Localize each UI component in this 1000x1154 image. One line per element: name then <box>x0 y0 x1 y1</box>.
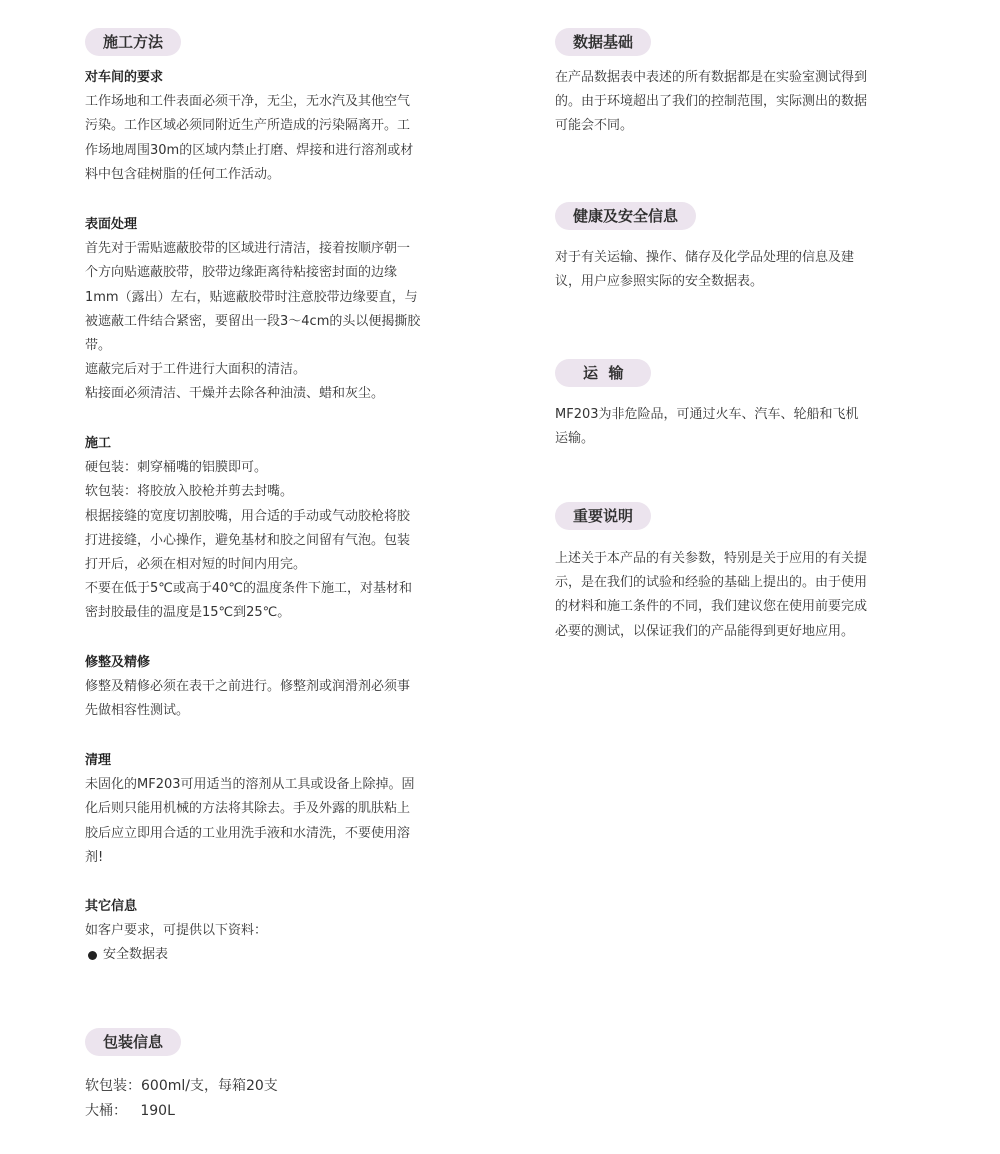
text-line: 议，用户应参照实际的安全数据表。 <box>555 274 764 290</box>
bullet-item <box>85 943 455 967</box>
text-line: 的材料和施工条件的不同，我们建议您在使用前要完成 <box>555 599 868 615</box>
text-line: 修整及精修必须在表干之前进行。修整剂或润滑剂必须事 <box>85 679 411 695</box>
important-notice-block <box>555 547 925 644</box>
text-line: 根据接缝的宽度切割胶嘴，用合适的手动或气动胶枪将胶 <box>85 508 411 524</box>
text-line: 未固化的MF203可用适当的溶剂从工具或设备上除掉。固 <box>85 777 415 793</box>
text-line: 软包装：将胶放入胶枪并剪去封嘴。 <box>85 484 294 500</box>
section-heading-construction-method: 施工方法 <box>85 28 181 56</box>
text-line: 遮蔽完后对于工件进行大面积的清洁。 <box>85 362 307 378</box>
application-title: 施工 <box>85 436 112 451</box>
other-info-block <box>85 895 455 968</box>
surface-treatment-title: 表面处理 <box>85 217 138 232</box>
cleaning-title: 清理 <box>85 753 112 768</box>
text-line: 上述关于本产品的有关参数，特别是关于应用的有关提 <box>555 551 868 566</box>
text-line: 料中包含硅树脂的任何工作活动。 <box>85 166 281 182</box>
text-line: 剂! <box>85 849 104 865</box>
text-line: 对于有关运输、操作、储存及化学品处理的信息及建 <box>555 250 855 265</box>
cleaning-block <box>85 749 455 870</box>
section-heading-health-safety: 健康及安全信息 <box>555 202 696 230</box>
text-line: 软包装：600ml/支，每箱20支 <box>85 1078 278 1094</box>
text-line: 示，是在我们的试验和经验的基础上提出的。由于使用 <box>555 575 868 591</box>
text-line: 被遮蔽工件结合紧密，要留出一段3～4cm的头以便揭撕胶 <box>85 313 421 329</box>
text-line: 不要在低于5℃或高于40℃的温度条件下施工，对基材和 <box>85 581 413 597</box>
text-line: 必要的测试，以保证我们的产品能得到更好地应用。 <box>555 623 855 639</box>
text-line: 工作场地和工件表面必须干净，无尘，无水汽及其他空气 <box>85 94 411 110</box>
section-heading-important-notice: 重要说明 <box>555 502 651 530</box>
packaging-block <box>85 1074 455 1124</box>
text-line: 如客户要求，可提供以下资料： <box>85 923 268 939</box>
health-safety-block <box>555 246 925 294</box>
text-line: 首先对于需贴遮蔽胶带的区域进行清洁，接着按顺序朝一 <box>85 241 411 257</box>
section-heading-transport: 运 输 <box>555 359 651 387</box>
text-line: 1mm（露出）左右，贴遮蔽胶带时注意胶带边缘要直，与 <box>85 289 418 305</box>
workshop-requirements-block <box>85 66 455 187</box>
text-line: MF203为非危险品，可通过火车、汽车、轮船和飞机 <box>555 407 859 422</box>
text-line: 粘接面必须清洁、干燥并去除各种油渍、蜡和灰尘。 <box>85 386 385 402</box>
text-line: 先做相容性测试。 <box>85 703 190 719</box>
text-line: 污染。工作区域必须同附近生产所造成的污染隔离开。工 <box>85 118 411 134</box>
text-line: 胶后应立即用合适的工业用洗手液和水清洗，不要使用溶 <box>85 825 411 841</box>
text-line: 可能会不同。 <box>555 118 634 134</box>
data-basis-block <box>555 66 925 139</box>
bullet-dot-icon <box>88 951 97 960</box>
section-heading-data-basis: 数据基础 <box>555 28 651 56</box>
bullet-item-label: 安全数据表 <box>103 947 169 963</box>
trimming-block <box>85 651 455 724</box>
text-line: 硬包装：刺穿桶嘴的铝膜即可。 <box>85 460 268 476</box>
other-info-title: 其它信息 <box>85 899 138 914</box>
text-line: 在产品数据表中表述的所有数据都是在实验室测试得到 <box>555 70 868 85</box>
transport-block <box>555 403 925 451</box>
section-heading-packaging: 包装信息 <box>85 1028 181 1056</box>
text-line: 的。由于环境超出了我们的控制范围，实际测出的数据 <box>555 94 868 110</box>
text-line: 密封胶最佳的温度是15℃到25℃。 <box>85 605 291 621</box>
text-line: 运输。 <box>555 431 595 447</box>
text-line: 打开后，必须在相对短的时间内用完。 <box>85 557 307 573</box>
text-line: 大桶： 190L <box>85 1103 175 1119</box>
workshop-requirements-title: 对车间的要求 <box>85 70 164 85</box>
text-line: 个方向贴遮蔽胶带，胶带边缘距离待粘接密封面的边缘 <box>85 265 398 281</box>
trimming-title: 修整及精修 <box>85 655 151 670</box>
surface-treatment-block <box>85 213 455 407</box>
text-line: 带。 <box>85 338 112 354</box>
application-block <box>85 432 455 626</box>
text-line: 打进接缝，小心操作，避免基材和胶之间留有气泡。包装 <box>85 532 411 548</box>
text-line: 化后则只能用机械的方法将其除去。手及外露的肌肤粘上 <box>85 801 411 817</box>
text-line: 作场地周围30m的区域内禁止打磨、焊接和进行溶剂或材 <box>85 142 414 158</box>
